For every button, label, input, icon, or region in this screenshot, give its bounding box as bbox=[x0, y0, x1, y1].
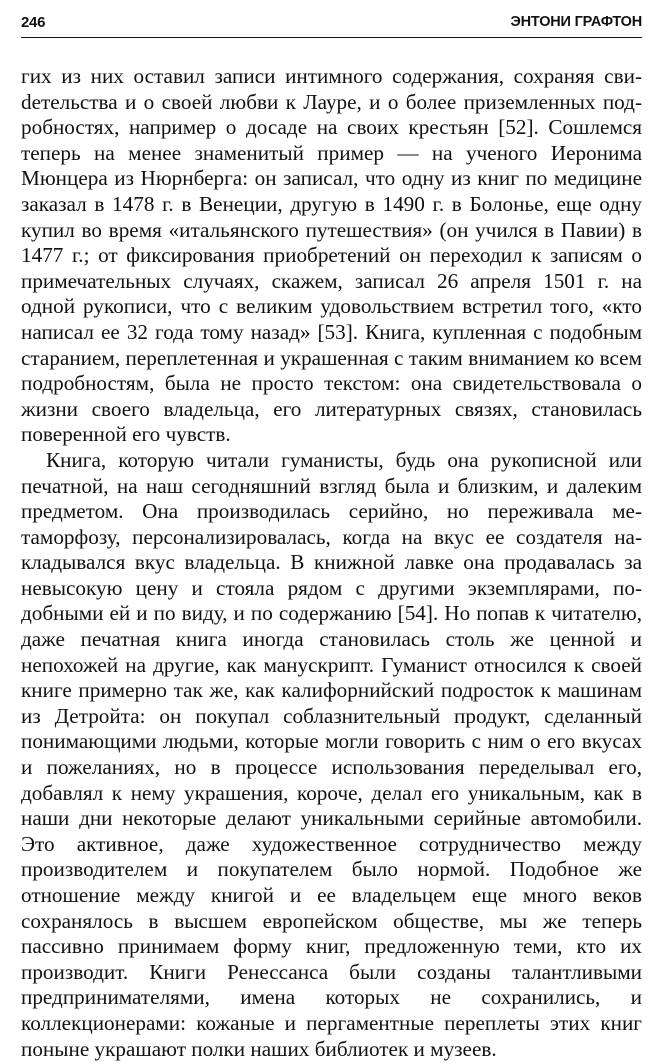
running-head bbox=[21, 11, 642, 38]
body-text bbox=[21, 64, 642, 1062]
page-number: 246 bbox=[21, 14, 46, 31]
paragraph-2: Книга, которую читали гуманисты, будь она рукописной или печатной, на наш сегодняшний взгляд была и близким, и далеким предметом. Она производилась серийно, но переживала метаморфозу, персонализировалась, когда на вкус ее создателя накладывался вкус владельца. В книжной лавке она продавалась за невысокую цену и стояла рядом с другими экземплярами, подобными ей и по виду, и по содержанию [54]. Но попав к читателю, даже печатная книга иногда становилась столь же ценной и непохожей на другие, как манускрипт. Гуманист относился к своей книге примерно так же, как калифорнийский подросток к машинам из Детройта: он покупал соблазнительный продукт, сделанный понимающими людьми, которые могли говорить с ним о его вкусах и пожеланиях, но в процессе использования переделывал его, добавлял к нему украшения, короче, делал его уникальным, как в наши дни некоторые делают уникальными серийные автомобили. Это активное, даже художественное сотрудничество между производителем и покупателем было нормой. Подобное же отношение между книгой и ее владельцем еще много веков сохранялось в высшем европейском обществе, мы же теперь пассивно принимаем форму книг, предложенную теми, кто их производит. Книги Ренессанса были созданы талантливыми предпринимателями, имена которых не сохранились, и коллекционерами: кожаные и пергаментные переплеты этих книг поныне украшают полки наших библиотек и музеев. bbox=[21, 447, 642, 1061]
running-title: ЭНТОНИ ГРАФТОН bbox=[510, 14, 642, 30]
paragraph-1: гих из них оставил записи интимного содержания, сохраняя свиdетельства и о своей любви к Лауре, и о более приземленных подробностях, например о досаде на своих крестьян [52]. Сошлемся теперь на менее знаменитый пример — на ученого Иеронима Мюнцера из Нюрнберга: он записал, что одну из книг по медицине заказал в 1478 г. в Венеции, другую в 1490 г. в Болонье, еще одну купил во время «итальянского путешествия» (он учился в Павии) в 1477 г.; от фиксирования приобретений он переходил к записям о примечательных случаях, скажем, записал 26 апреля 1501 г. на одной рукописи, что с великим удовольствием встретил того, «кто написал ее 32 года тому назад» [53]. Книга, купленная с подобным старанием, переплетенная и украшенная с таким вниманием ко всем подробностям, была не просто текстом: она свидетельствовала о жизни своего владельца, его литературных связях, становилась поверенной его чувств. bbox=[21, 64, 642, 447]
